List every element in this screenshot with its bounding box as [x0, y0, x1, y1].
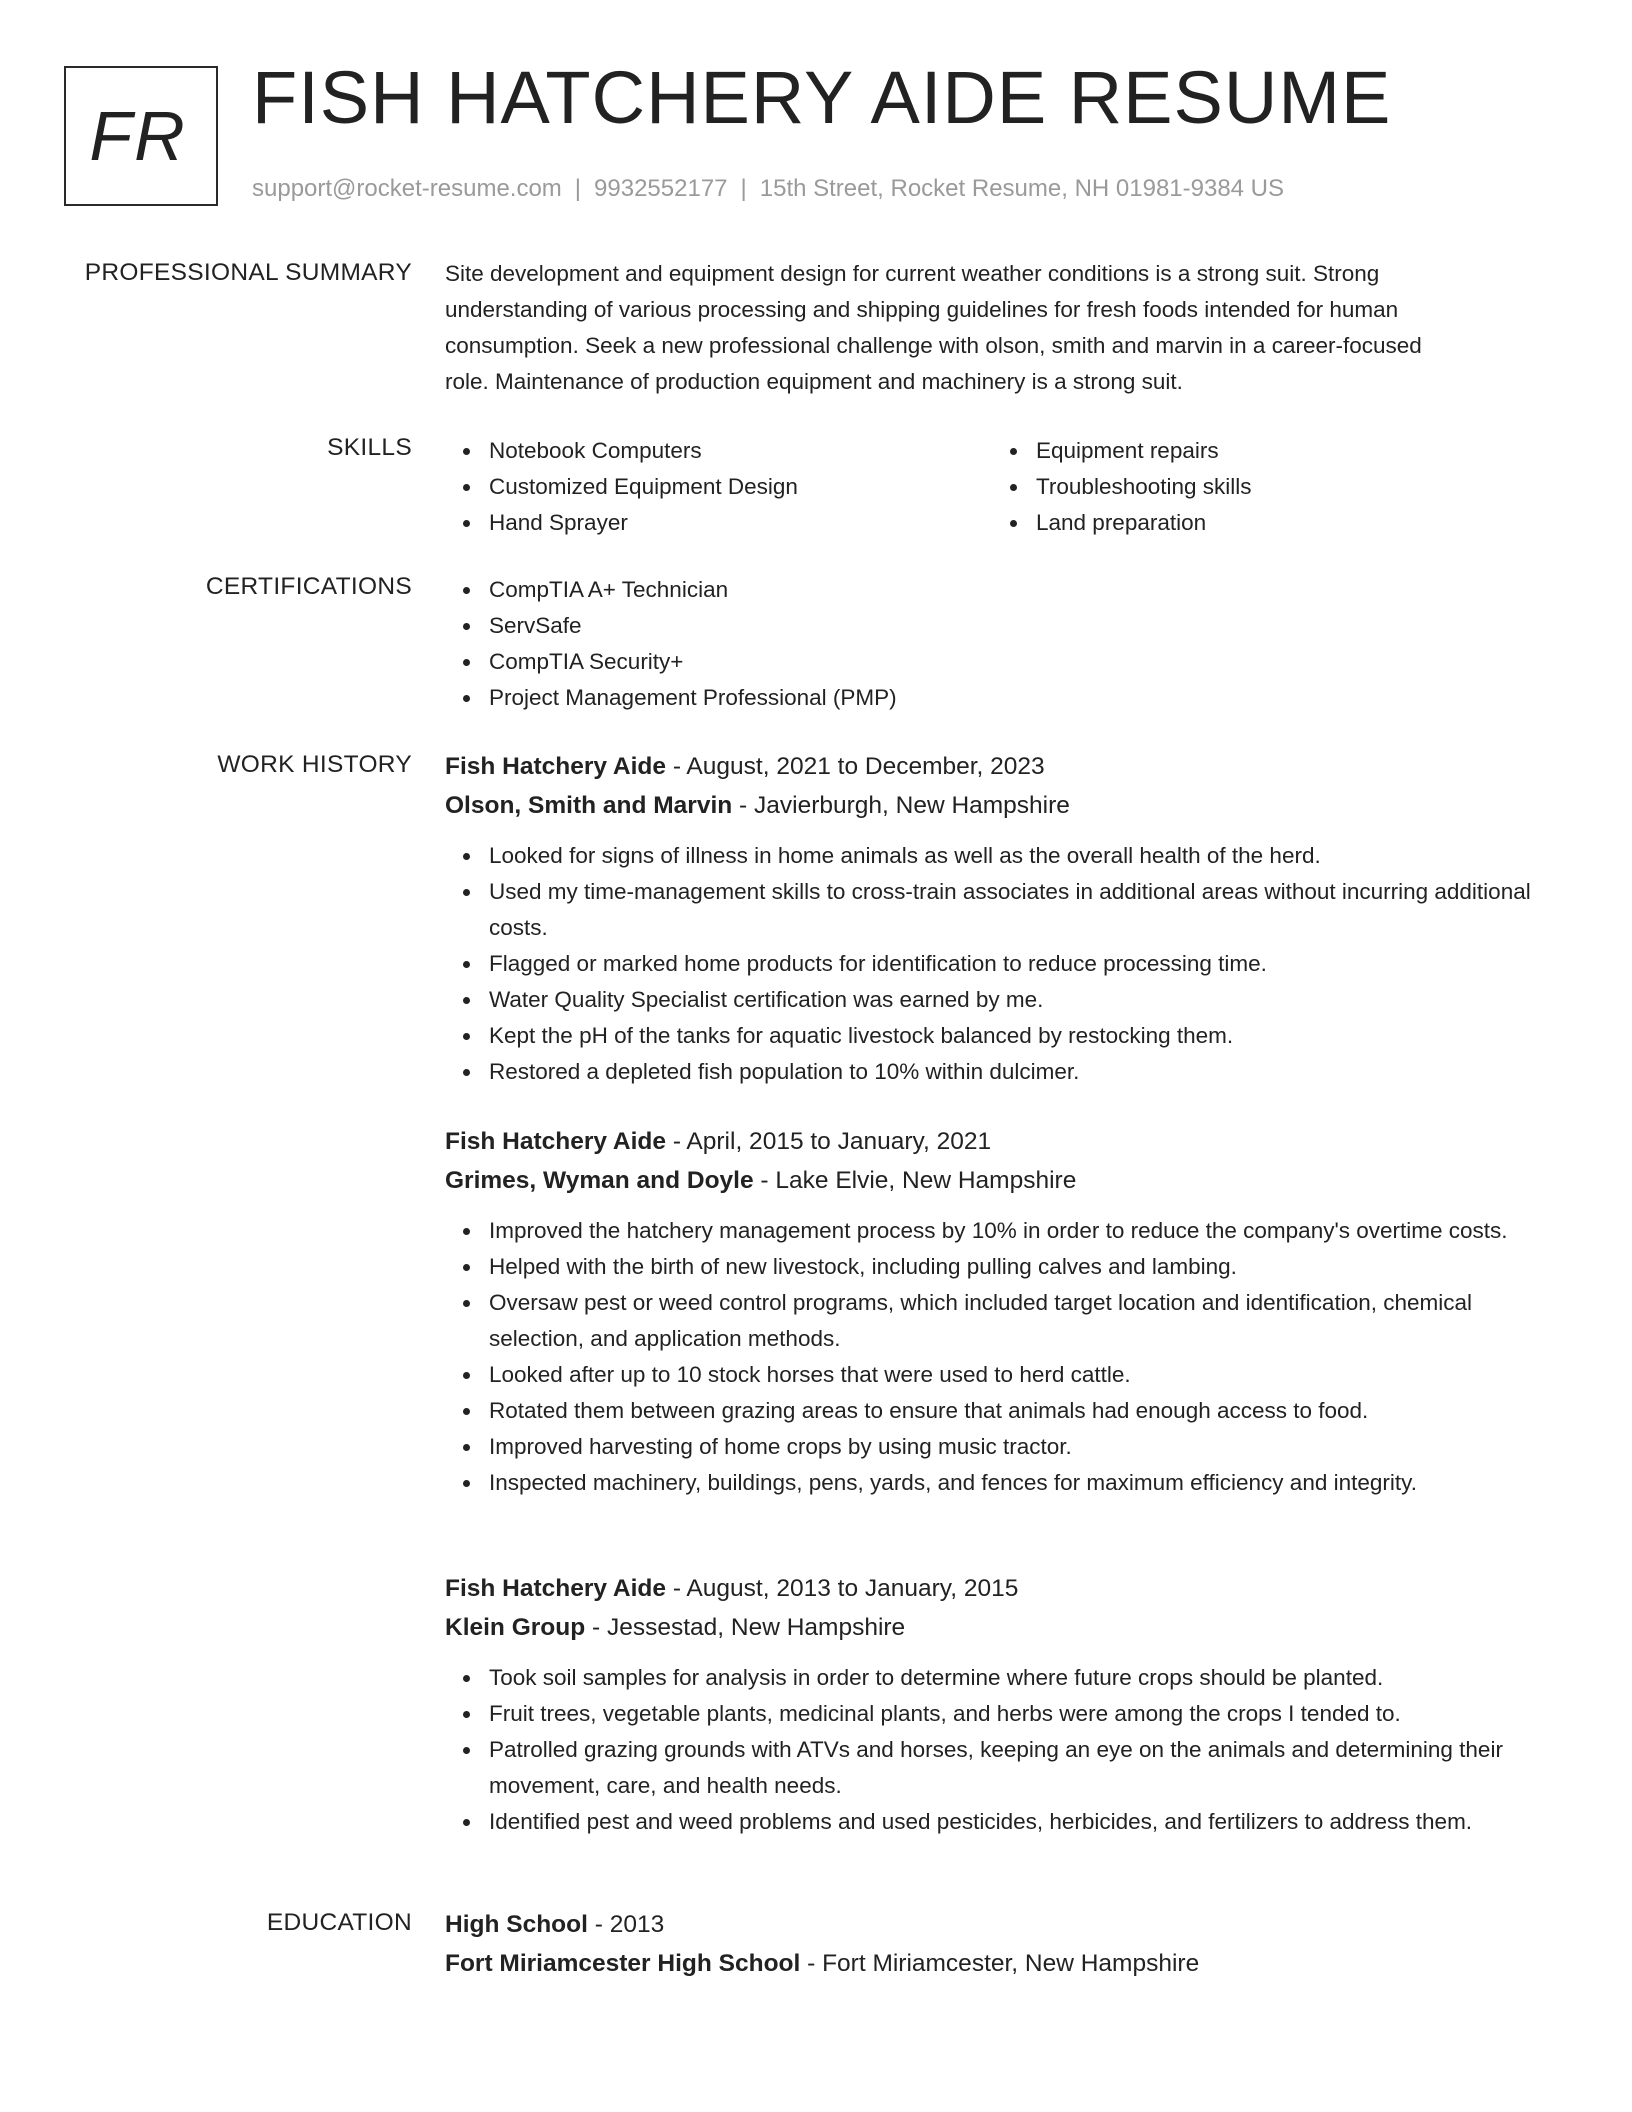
job-company: Olson, Smith and Marvin — [445, 792, 733, 819]
job-bullet: Fruit trees, vegetable plants, medicinal plants, and herbs were among the crops I tended to. — [445, 1696, 1545, 1732]
job-bullet: Used my time-management skills to cross-train associates in additional areas without incurring additional costs. — [445, 874, 1545, 946]
certification-item: CompTIA A+ Technician — [445, 572, 1545, 608]
skill-item: Notebook Computers — [445, 433, 965, 469]
section-label-summary: PROFESSIONAL SUMMARY — [84, 259, 412, 286]
education-body — [445, 1906, 1545, 1984]
education-heading — [445, 1906, 1545, 1944]
contact-line — [252, 174, 1284, 204]
job-title: Fish Hatchery Aide — [445, 1575, 667, 1602]
summary-line: understanding of various processing and shipping guidelines for fresh foods intended for human — [445, 297, 1399, 322]
job-bullets — [445, 838, 1545, 1090]
job-title: Fish Hatchery Aide — [445, 753, 667, 780]
job-bullet: Rotated them between grazing areas to ensure that animals had enough access to food. — [445, 1393, 1545, 1429]
job-entry — [445, 748, 1545, 1090]
education-school-line — [445, 1944, 1545, 1984]
job-bullet: Looked for signs of illness in home animals as well as the overall health of the herd. — [445, 838, 1545, 874]
job-location: - Jessestad, New Hampshire — [585, 1614, 906, 1641]
monogram-box — [64, 66, 218, 206]
certifications-body — [445, 570, 1545, 716]
job-entry — [445, 1570, 1545, 1840]
skill-item: Customized Equipment Design — [445, 469, 965, 505]
job-bullet: Inspected machinery, buildings, pens, yards, and fences for maximum efficiency and integrity. — [445, 1465, 1545, 1501]
job-bullet: Kept the pH of the tanks for aquatic livestock balanced by restocking them. — [445, 1018, 1545, 1054]
job-title: Fish Hatchery Aide — [445, 1128, 667, 1155]
education-degree: High School — [445, 1911, 588, 1938]
education-location: - Fort Miriamcester, New Hampshire — [800, 1950, 1200, 1977]
education-year: - 2013 — [587, 1911, 665, 1938]
certification-item: CompTIA Security+ — [445, 644, 1545, 680]
skills-list-right — [992, 433, 1512, 541]
certification-item: ServSafe — [445, 608, 1545, 644]
summary-body — [445, 256, 1545, 400]
skill-item: Troubleshooting skills — [992, 469, 1512, 505]
job-bullet: Improved the hatchery management process by 10% in order to reduce the company's overtime costs. — [445, 1213, 1545, 1249]
skills-list-left — [445, 433, 965, 541]
contact-separator: | — [574, 175, 582, 202]
section-label-skills: SKILLS — [327, 434, 412, 461]
job-employer — [445, 1161, 1545, 1201]
section-label-certifications: CERTIFICATIONS — [205, 573, 412, 600]
summary-line: Site development and equipment design for current weather conditions is a strong suit. Strong — [445, 261, 1380, 286]
skill-item: Land preparation — [992, 505, 1512, 541]
resume-title: FISH HATCHERY AIDE RESUME — [252, 56, 1392, 139]
contact-separator: | — [740, 175, 747, 202]
job-entry — [445, 1123, 1545, 1501]
summary-line: role. Maintenance of production equipment and machinery is a strong suit. — [445, 369, 1183, 394]
job-bullet: Restored a depleted fish population to 10% within dulcimer. — [445, 1054, 1545, 1090]
job-bullet: Oversaw pest or weed control programs, which included target location and identification, chemical selection, and application methods. — [445, 1285, 1545, 1357]
job-bullets — [445, 1660, 1545, 1840]
job-bullet: Flagged or marked home products for identification to reduce processing time. — [445, 946, 1545, 982]
job-bullet: Helped with the birth of new livestock, including pulling calves and lambing. — [445, 1249, 1545, 1285]
certifications-list — [445, 572, 1545, 716]
job-company: Klein Group — [445, 1614, 586, 1641]
job-heading — [445, 748, 1545, 786]
job-heading — [445, 1570, 1545, 1608]
contact-phone[interactable]: 9932552177 — [594, 175, 728, 202]
job-bullets — [445, 1213, 1545, 1501]
job-bullet: Identified pest and weed problems and used pesticides, herbicides, and fertilizers to address them. — [445, 1804, 1545, 1840]
job-employer — [445, 786, 1545, 826]
job-location: - Javierburgh, New Hampshire — [732, 792, 1070, 819]
certification-item: Project Management Professional (PMP) — [445, 680, 1545, 716]
job-company: Grimes, Wyman and Doyle — [445, 1167, 754, 1194]
job-heading — [445, 1123, 1545, 1161]
job-bullet: Improved harvesting of home crops by using music tractor. — [445, 1429, 1545, 1465]
job-bullet: Water Quality Specialist certification was earned by me. — [445, 982, 1545, 1018]
skill-item: Hand Sprayer — [445, 505, 965, 541]
job-location: - Lake Elvie, New Hampshire — [753, 1167, 1077, 1194]
job-bullet: Looked after up to 10 stock horses that were used to herd cattle. — [445, 1357, 1545, 1393]
monogram-initials: FR — [89, 97, 187, 175]
summary-line: consumption. Seek a new professional challenge with olson, smith and marvin in a career-focused — [445, 333, 1422, 358]
section-label-education: EDUCATION — [266, 1909, 412, 1936]
education-school: Fort Miriamcester High School — [445, 1950, 801, 1977]
job-bullet: Took soil samples for analysis in order to determine where future crops should be planted. — [445, 1660, 1545, 1696]
job-employer — [445, 1608, 1545, 1648]
skill-item: Equipment repairs — [992, 433, 1512, 469]
job-dates: - August, 2013 to January, 2015 — [666, 1575, 1019, 1602]
job-dates: - August, 2021 to December, 2023 — [666, 753, 1045, 780]
contact-address: 15th Street, Rocket Resume, NH 01981-9384 US — [759, 175, 1285, 202]
job-bullet: Patrolled grazing grounds with ATVs and horses, keeping an eye on the animals and determining their movement, care, and health needs. — [445, 1732, 1545, 1804]
job-dates: - April, 2015 to January, 2021 — [666, 1128, 992, 1155]
section-label-work-history: WORK HISTORY — [217, 751, 412, 778]
contact-email[interactable]: support@rocket-resume.com — [252, 175, 562, 202]
